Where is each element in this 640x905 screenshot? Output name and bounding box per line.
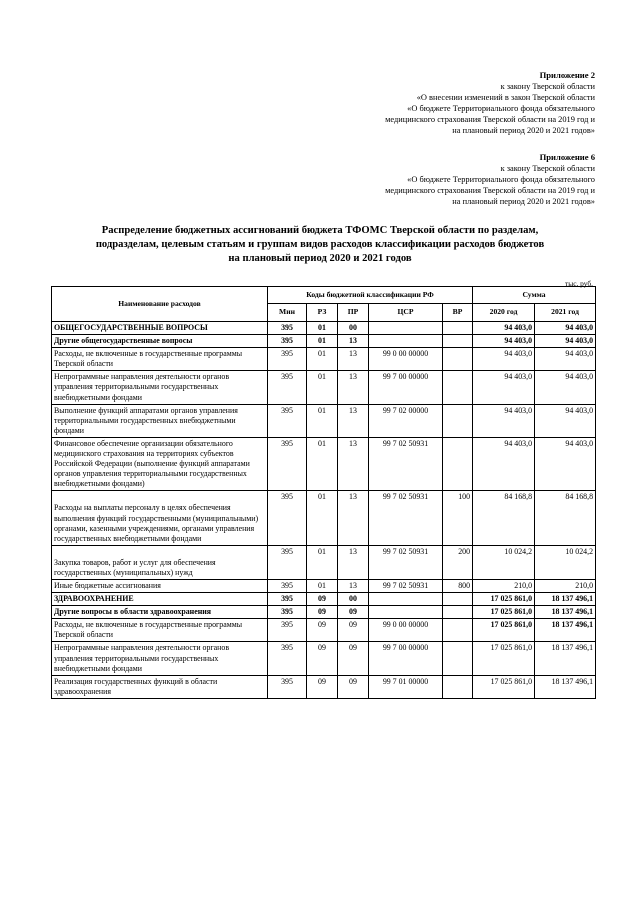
document-title [40,224,600,266]
cell-y2020: 17 025 861,0 [473,675,535,698]
cell-csr [369,606,443,619]
cell-rz: 09 [307,593,338,606]
cell-y2021: 18 137 496,1 [535,619,596,642]
cell-name: Закупка товаров, работ и услуг для обеспечения государственных (муниципальных) нужд [52,545,268,579]
header-sum-group: Сумма [473,287,596,304]
cell-y2020: 94 403,0 [473,322,535,335]
annex-2-line: к закону Тверской области [500,82,595,91]
annex-6-line: на плановый период 2020 и 2021 годов» [452,197,595,206]
cell-y2020: 210,0 [473,579,535,592]
cell-vr [443,593,473,606]
cell-csr: 99 7 00 00000 [369,371,443,404]
cell-min: 395 [268,437,307,490]
header-2020: 2020 год [473,304,535,322]
cell-y2020: 94 403,0 [473,437,535,490]
cell-y2021: 94 403,0 [535,371,596,404]
cell-y2021: 84 168,8 [535,491,596,545]
header-rz: РЗ [307,304,338,322]
cell-min: 395 [268,545,307,579]
cell-pr: 09 [338,619,369,642]
cell-csr: 99 7 02 50931 [369,491,443,545]
cell-csr: 99 7 02 50931 [369,545,443,579]
cell-min: 395 [268,335,307,348]
cell-pr: 13 [338,545,369,579]
cell-pr: 13 [338,437,369,490]
cell-y2020: 17 025 861,0 [473,593,535,606]
cell-y2021: 94 403,0 [535,437,596,490]
cell-rz: 09 [307,619,338,642]
cell-vr [443,371,473,404]
cell-csr: 99 7 01 00000 [369,675,443,698]
cell-y2020: 94 403,0 [473,348,535,371]
cell-min: 395 [268,404,307,437]
table-row [52,491,596,545]
cell-vr: 200 [443,545,473,579]
cell-y2021: 94 403,0 [535,322,596,335]
cell-rz: 01 [307,404,338,437]
cell-pr: 09 [338,675,369,698]
cell-vr: 100 [443,491,473,545]
annex-6-line: «О бюджете Территориального фонда обязательного [407,175,595,184]
cell-name: Непрограммные направления деятельности органов управления территориальными государственных внебюджетными фондами [52,371,268,404]
cell-csr [369,593,443,606]
cell-pr: 09 [338,642,369,675]
budget-table [51,286,596,699]
cell-rz: 09 [307,642,338,675]
cell-csr [369,322,443,335]
cell-name: ОБЩЕГОСУДАРСТВЕННЫЕ ВОПРОСЫ [52,322,268,335]
cell-y2020: 84 168,8 [473,491,535,545]
cell-pr: 13 [338,348,369,371]
cell-y2021: 18 137 496,1 [535,593,596,606]
title-line: Распределение бюджетных ассигнований бюджета ТФОМС Тверской области по разделам, [101,225,539,236]
cell-name: Расходы, не включенные в государственные программы Тверской области [52,619,268,642]
cell-name: Выполнение функций аппаратами органов управления территориальными государственных внебюджетными фондами [52,404,268,437]
cell-rz: 01 [307,335,338,348]
cell-min: 395 [268,593,307,606]
cell-min: 395 [268,491,307,545]
cell-vr [443,322,473,335]
annex-2-line: на плановый период 2020 и 2021 годов» [452,126,595,135]
cell-vr [443,642,473,675]
cell-pr: 00 [338,322,369,335]
cell-pr: 13 [338,335,369,348]
cell-min: 395 [268,642,307,675]
table-row [52,404,596,437]
cell-rz: 09 [307,606,338,619]
cell-pr: 13 [338,491,369,545]
cell-y2021: 94 403,0 [535,335,596,348]
cell-min: 395 [268,348,307,371]
cell-min: 395 [268,579,307,592]
cell-rz: 01 [307,491,338,545]
cell-pr: 13 [338,579,369,592]
cell-vr [443,404,473,437]
cell-min: 395 [268,371,307,404]
table-row [52,322,596,335]
cell-rz: 09 [307,675,338,698]
table-row [52,675,596,698]
cell-csr: 99 7 02 50931 [369,437,443,490]
cell-y2021: 94 403,0 [535,404,596,437]
cell-name: Другие общегосударственные вопросы [52,335,268,348]
table-row [52,606,596,619]
annex-2-block [385,70,595,136]
table-row [52,593,596,606]
cell-name: ЗДРАВООХРАНЕНИЕ [52,593,268,606]
cell-rz: 01 [307,348,338,371]
cell-csr [369,335,443,348]
cell-y2021: 18 137 496,1 [535,642,596,675]
cell-rz: 01 [307,371,338,404]
table-row [52,335,596,348]
cell-vr [443,619,473,642]
cell-y2021: 10 024,2 [535,545,596,579]
cell-pr: 13 [338,404,369,437]
cell-y2021: 18 137 496,1 [535,606,596,619]
cell-name: Реализация государственных функций в области здравоохранения [52,675,268,698]
units-label: тыс. руб. [565,279,593,288]
annex-6-heading: Приложение 6 [539,152,595,162]
cell-name: Расходы на выплаты персоналу в целях обеспечения выполнения функций государственными (муниципальными) органами, казенными учреждениями, органами управления государственных внебюджетными фондами [52,491,268,545]
cell-min: 395 [268,322,307,335]
table-row [52,619,596,642]
cell-pr: 13 [338,371,369,404]
cell-y2020: 10 024,2 [473,545,535,579]
cell-name: Иные бюджетные ассигнования [52,579,268,592]
cell-vr [443,335,473,348]
annex-2-line: «О внесении изменений в закон Тверской области [416,93,595,102]
cell-csr: 99 7 00 00000 [369,642,443,675]
table-row [52,642,596,675]
annex-6-line: к закону Тверской области [500,164,595,173]
annex-2-line: медицинского страхования Тверской области на 2019 год и [385,115,595,124]
cell-rz: 01 [307,545,338,579]
cell-rz: 01 [307,437,338,490]
cell-csr: 99 0 00 00000 [369,619,443,642]
cell-csr: 99 7 02 00000 [369,404,443,437]
annex-6-block [385,152,595,207]
annex-6-line: медицинского страхования Тверской области на 2019 год и [385,186,595,195]
table-row [52,545,596,579]
cell-y2020: 17 025 861,0 [473,642,535,675]
cell-rz: 01 [307,322,338,335]
cell-min: 395 [268,606,307,619]
cell-y2020: 17 025 861,0 [473,619,535,642]
table-row [52,348,596,371]
cell-y2020: 17 025 861,0 [473,606,535,619]
cell-y2021: 94 403,0 [535,348,596,371]
cell-min: 395 [268,619,307,642]
cell-csr: 99 7 02 50931 [369,579,443,592]
cell-pr: 09 [338,606,369,619]
header-min: Мин [268,304,307,322]
cell-name: Финансовое обеспечение организации обязательного медицинского страхования на территориях субъектов Российской Федерации (выполнение функций аппаратами органов управления территориальными государственных внебюджетными фондами) [52,437,268,490]
cell-csr: 99 0 00 00000 [369,348,443,371]
cell-pr: 00 [338,593,369,606]
cell-name: Непрограммные направления деятельности органов управления территориальными государственных внебюджетными фондами [52,642,268,675]
cell-rz: 01 [307,579,338,592]
cell-y2020: 94 403,0 [473,404,535,437]
header-csr: ЦСР [369,304,443,322]
cell-vr: 800 [443,579,473,592]
header-pr: ПР [338,304,369,322]
cell-y2021: 210,0 [535,579,596,592]
table-body [52,322,596,699]
cell-min: 395 [268,675,307,698]
annex-2-heading: Приложение 2 [539,70,595,80]
header-vr: ВР [443,304,473,322]
cell-name: Расходы, не включенные в государственные программы Тверской области [52,348,268,371]
header-name: Наименование расходов [52,287,268,322]
cell-name: Другие вопросы в области здравоохранения [52,606,268,619]
cell-y2020: 94 403,0 [473,335,535,348]
cell-vr [443,606,473,619]
table-row [52,371,596,404]
cell-vr [443,348,473,371]
annex-2-line: «О бюджете Территориального фонда обязательного [407,104,595,113]
cell-y2020: 94 403,0 [473,371,535,404]
title-line: на плановый период 2020 и 2021 годов [228,253,412,264]
table-row [52,437,596,490]
cell-vr [443,437,473,490]
cell-y2021: 18 137 496,1 [535,675,596,698]
table-row [52,579,596,592]
title-line: подразделам, целевым статьям и группам видов расходов классификации расходов бюджетов [95,239,545,250]
header-codes-group: Коды бюджетной классификации РФ [268,287,473,304]
header-2021: 2021 год [535,304,596,322]
cell-vr [443,675,473,698]
